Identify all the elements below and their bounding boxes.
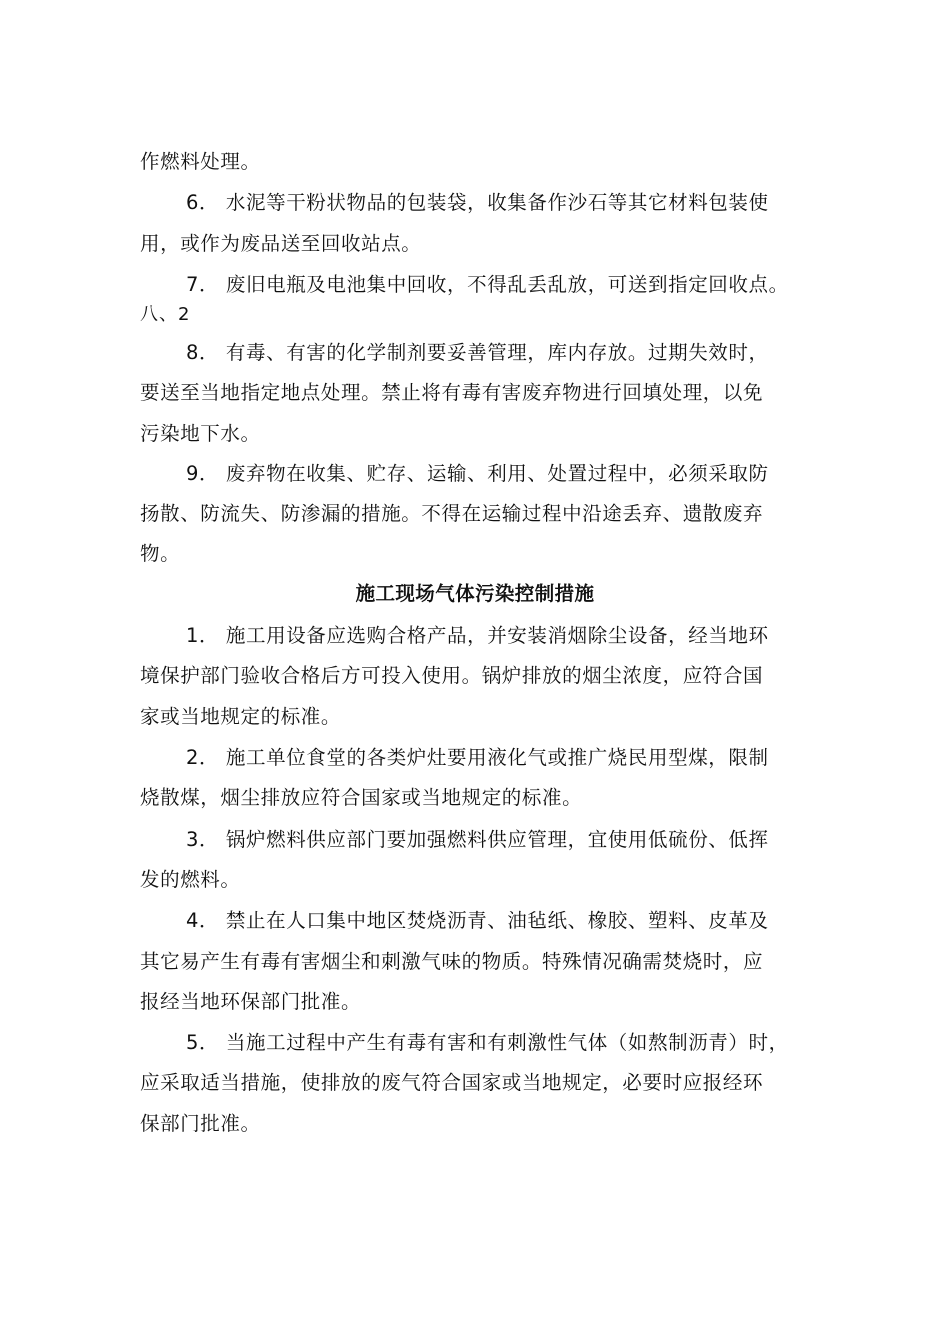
list-item-3-line: 3． 锅炉燃料供应部门要加强燃料供应管理，宜使用低硫份、低挥 bbox=[186, 828, 769, 851]
list-item-4-line: 4． 禁止在人口集中地区焚烧沥青、油毡纸、橡胶、塑料、皮革及 bbox=[186, 909, 769, 932]
list-item-9-line: 9． 废弃物在收集、贮存、运输、利用、处置过程中，必须采取防 bbox=[186, 462, 769, 485]
list-item-8-line: 8． 有毒、有害的化学制剂要妥善管理，库内存放。过期失效时， bbox=[186, 341, 769, 364]
paragraph-line: 家或当地规定的标准。 bbox=[140, 705, 342, 728]
paragraph-line: 污染地下水。 bbox=[140, 422, 261, 445]
section-marker: 八、2 bbox=[140, 304, 191, 325]
list-item-5-line: 5． 当施工过程中产生有毒有害和有刺激性气体（如熬制沥青）时， bbox=[186, 1031, 789, 1054]
paragraph-line: 作燃料处理。 bbox=[140, 150, 261, 173]
list-item-7-line: 7． 废旧电瓶及电池集中回收，不得乱丢乱放，可送到指定回收点。 bbox=[186, 273, 789, 296]
list-item-6-line: 6． 水泥等干粉状物品的包装袋，收集备作沙石等其它材料包装使 bbox=[186, 191, 769, 214]
paragraph-line: 保部门批准。 bbox=[140, 1112, 261, 1135]
paragraph-line: 要送至当地指定地点处理。禁止将有毒有害废弃物进行回填处理，以免 bbox=[140, 381, 764, 404]
list-item-2-line: 2． 施工单位食堂的各类炉灶要用液化气或推广烧民用型煤，限制 bbox=[186, 746, 769, 769]
paragraph-line: 报经当地环保部门批准。 bbox=[140, 990, 362, 1013]
paragraph-line: 发的燃料。 bbox=[140, 868, 241, 891]
section-heading: 施工现场气体污染控制措施 bbox=[355, 582, 595, 605]
list-item-1-line: 1． 施工用设备应选购合格产品，并安装消烟除尘设备，经当地环 bbox=[186, 624, 769, 647]
paragraph-line: 烧散煤，烟尘排放应符合国家或当地规定的标准。 bbox=[140, 786, 583, 809]
paragraph-line: 其它易产生有毒有害烟尘和刺激气味的物质。特殊情况确需焚烧时，应 bbox=[140, 950, 764, 973]
paragraph-line: 境保护部门验收合格后方可投入使用。锅炉排放的烟尘浓度，应符合国 bbox=[140, 664, 764, 687]
paragraph-line: 扬散、防流失、防渗漏的措施。不得在运输过程中沿途丢弃、遗散废弃 bbox=[140, 502, 764, 525]
paragraph-line: 用，或作为废品送至回收站点。 bbox=[140, 232, 422, 255]
paragraph-line: 物。 bbox=[140, 542, 181, 565]
paragraph-line: 应采取适当措施，使排放的废气符合国家或当地规定，必要时应报经环 bbox=[140, 1071, 764, 1094]
